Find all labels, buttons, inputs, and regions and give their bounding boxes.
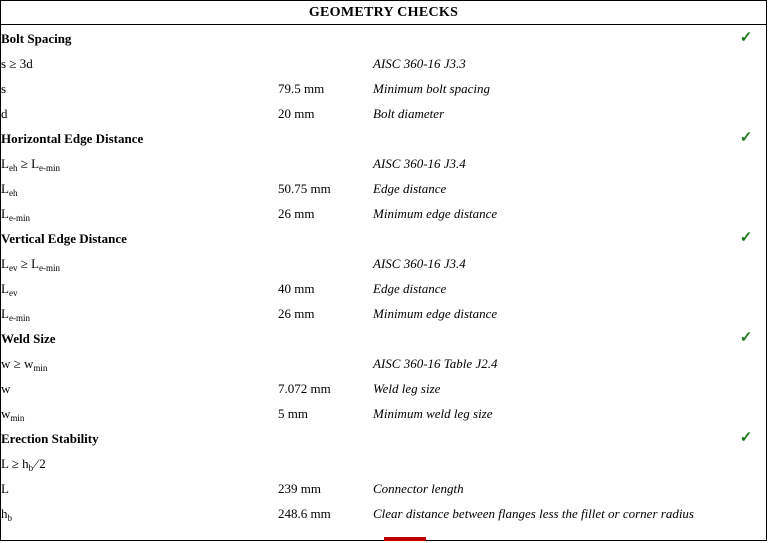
row-value [278,150,373,175]
status-badge: ✓ [739,29,753,46]
row-label: $w \ge w_{min}$ [1,356,48,374]
table-row [1,325,766,350]
status-badge: ✓ [739,429,753,446]
table-row [1,450,766,475]
row-label: Weld Size [1,331,56,347]
checks-table [1,25,766,525]
row-description: Minimum bolt spacing [373,81,490,97]
status-badge [726,100,766,125]
table-row [1,150,766,175]
row-description [373,450,726,475]
row-description: Edge distance [373,281,447,297]
table-row [1,225,766,250]
table-row [1,75,766,100]
row-value: 248.6 mm [278,506,331,522]
table-row [1,425,766,450]
row-value [278,225,373,250]
status-badge [726,200,766,225]
status-badge [726,475,766,500]
table-row [1,200,766,225]
table-row [1,250,766,275]
row-description: Minimum edge distance [373,306,498,322]
row-description [373,425,726,450]
row-label: $L \ge h_b$ ∕ 2 [1,456,46,474]
page-title: GEOMETRY CHECKS [308,5,459,20]
row-value: 50.75 mm [278,181,331,197]
row-label: Bolt Spacing [1,31,72,47]
row-label: L [1,481,9,497]
row-value [278,350,373,375]
row-description: AISC 360-16 J3.4 [373,156,466,172]
row-label: s ≥ 3d [1,56,33,72]
row-label: $h_b$ [1,506,12,524]
row-value: 20 mm [278,106,315,122]
row-description: Connector length [373,481,464,497]
row-value: 79.5 mm [278,81,325,97]
status-badge [726,300,766,325]
table-row [1,25,766,50]
row-description [373,325,726,350]
row-label: $w_{min}$ [1,406,25,424]
row-label: Vertical Edge Distance [1,231,127,247]
table-row [1,125,766,150]
checks-table-body [1,25,766,525]
row-description [373,225,726,250]
row-description: Clear distance between flanges less the fillet or corner radius [373,506,694,522]
status-badge [726,375,766,400]
table-row [1,400,766,425]
status-badge [726,350,766,375]
table-row [1,350,766,375]
row-value [278,50,373,75]
row-label: $L_{e-min}$ [1,306,30,324]
status-badge [726,400,766,425]
row-value: 239 mm [278,481,321,497]
table-row [1,175,766,200]
table-row [1,275,766,300]
status-badge: ✓ [739,229,753,246]
status-badge: ✓ [739,329,753,346]
row-label: Horizontal Edge Distance [1,131,144,147]
row-description: Minimum edge distance [373,206,498,222]
row-label: $L_{ev}$ [1,281,18,299]
row-value [278,325,373,350]
row-value: 26 mm [278,306,315,322]
status-badge: ✓ [739,129,753,146]
status-badge [726,250,766,275]
row-value: 40 mm [278,281,315,297]
row-label: $L_{e-min}$ [1,206,30,224]
row-description: Edge distance [373,181,447,197]
row-label: d [1,106,8,122]
row-value [278,250,373,275]
row-value: 7.072 mm [278,381,331,397]
row-description [373,25,726,50]
status-badge [726,500,766,525]
page-edge-marker [384,537,426,541]
row-label: $L_{eh} \ge L_{e-min}$ [1,156,61,174]
status-badge [726,75,766,100]
row-value [278,25,373,50]
row-value [278,450,373,475]
table-row [1,500,766,525]
status-badge [726,175,766,200]
status-badge [726,150,766,175]
row-description: AISC 360-16 J3.4 [373,256,466,272]
table-row [1,50,766,75]
row-label: $L_{eh}$ [1,181,18,199]
row-value: 26 mm [278,206,315,222]
row-label: s [1,81,7,97]
row-value [278,425,373,450]
row-value: 5 mm [278,406,308,422]
row-description: Weld leg size [373,381,441,397]
table-row [1,100,766,125]
status-badge [726,275,766,300]
status-badge [726,50,766,75]
row-description: Bolt diameter [373,106,445,122]
row-description [373,125,726,150]
table-row [1,475,766,500]
row-description: AISC 360-16 Table J2.4 [373,356,498,372]
status-badge [726,450,766,475]
row-description: AISC 360-16 J3.3 [373,56,466,72]
row-label: $L_{ev} \ge L_{e-min}$ [1,256,61,274]
row-label: w [1,381,11,397]
table-row [1,300,766,325]
table-row [1,375,766,400]
row-description: Minimum weld leg size [373,406,493,422]
row-value [278,125,373,150]
row-label: Erection Stability [1,431,99,447]
